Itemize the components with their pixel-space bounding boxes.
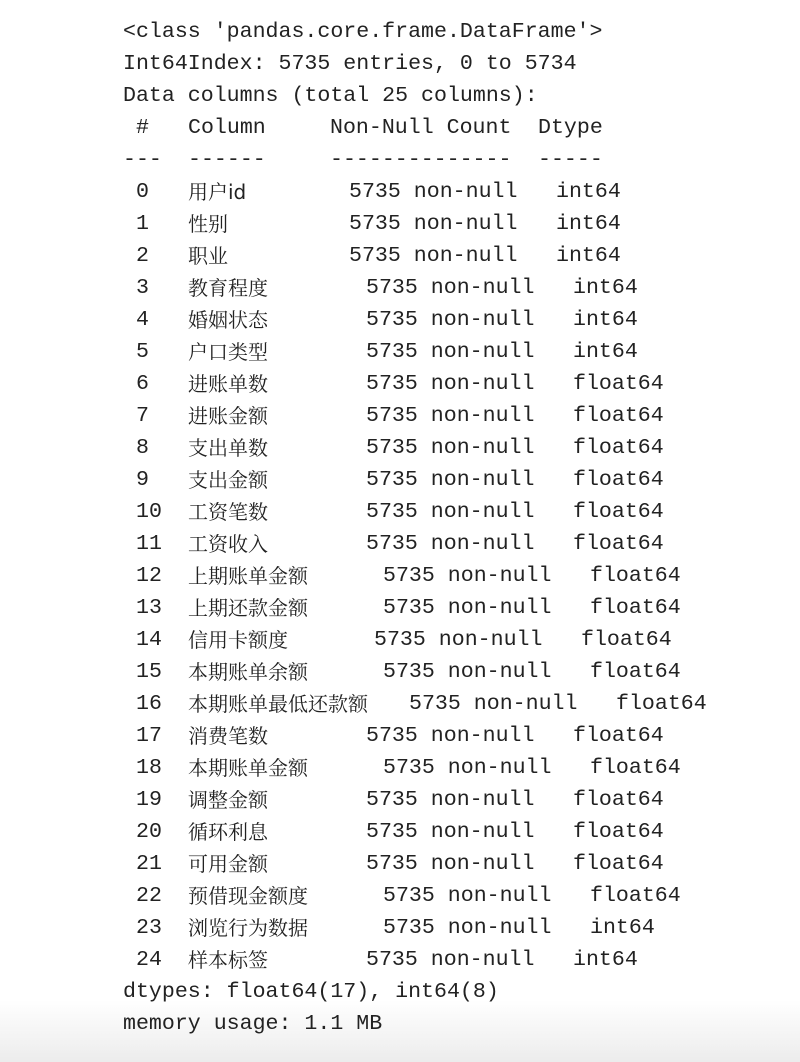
row-non-null-count: 5735 non-null bbox=[366, 308, 535, 332]
row-non-null-count: 5735 non-null bbox=[409, 692, 578, 716]
row-non-null-count: 5735 non-null bbox=[366, 788, 535, 812]
row-index: 24 bbox=[136, 948, 162, 972]
row-non-null-count: 5735 non-null bbox=[383, 564, 552, 588]
table-row bbox=[0, 176, 800, 208]
row-column-name: 支出金额 bbox=[188, 468, 268, 492]
row-index: 1 bbox=[136, 212, 149, 236]
row-dtype: float64 bbox=[573, 436, 664, 460]
row-column-name: 本期账单金额 bbox=[188, 756, 308, 780]
row-index: 9 bbox=[136, 468, 149, 492]
row-non-null-count: 5735 non-null bbox=[366, 340, 535, 364]
columns-text: Data columns (total 25 columns): bbox=[123, 84, 538, 108]
row-dtype: float64 bbox=[616, 692, 707, 716]
memory-line bbox=[0, 1008, 800, 1040]
row-index: 8 bbox=[136, 436, 149, 460]
row-non-null-count: 5735 non-null bbox=[374, 628, 543, 652]
row-non-null-count: 5735 non-null bbox=[349, 180, 518, 204]
row-dtype: int64 bbox=[573, 276, 638, 300]
row-non-null-count: 5735 non-null bbox=[383, 884, 552, 908]
row-non-null-count: 5735 non-null bbox=[349, 212, 518, 236]
separator-count: -------------- bbox=[330, 148, 512, 172]
row-dtype: float64 bbox=[573, 788, 664, 812]
row-dtype: float64 bbox=[573, 372, 664, 396]
table-row bbox=[0, 336, 800, 368]
row-column-name: 信用卡额度 bbox=[188, 628, 288, 652]
row-non-null-count: 5735 non-null bbox=[383, 916, 552, 940]
row-dtype: float64 bbox=[573, 532, 664, 556]
row-column-name: 本期账单余额 bbox=[188, 660, 308, 684]
row-index: 0 bbox=[136, 180, 149, 204]
table-row bbox=[0, 528, 800, 560]
row-dtype: float64 bbox=[581, 628, 672, 652]
index-line bbox=[0, 48, 800, 80]
table-row bbox=[0, 688, 800, 720]
table-row bbox=[0, 496, 800, 528]
table-row bbox=[0, 944, 800, 976]
row-index: 19 bbox=[136, 788, 162, 812]
table-row bbox=[0, 592, 800, 624]
row-column-name: 户口类型 bbox=[188, 340, 268, 364]
row-non-null-count: 5735 non-null bbox=[366, 820, 535, 844]
row-dtype: float64 bbox=[590, 564, 681, 588]
row-non-null-count: 5735 non-null bbox=[366, 852, 535, 876]
row-column-name: 上期账单金额 bbox=[188, 564, 308, 588]
row-column-name: 可用金额 bbox=[188, 852, 268, 876]
row-column-name: 教育程度 bbox=[188, 276, 268, 300]
row-index: 23 bbox=[136, 916, 162, 940]
row-non-null-count: 5735 non-null bbox=[349, 244, 518, 268]
row-dtype: float64 bbox=[573, 404, 664, 428]
table-row bbox=[0, 240, 800, 272]
header-column: Column bbox=[188, 116, 266, 140]
row-column-name: 本期账单最低还款额 bbox=[188, 692, 368, 716]
row-dtype: int64 bbox=[556, 180, 621, 204]
columns-line bbox=[0, 80, 800, 112]
row-index: 13 bbox=[136, 596, 162, 620]
memory-text: memory usage: 1.1 MB bbox=[123, 1012, 383, 1036]
class-text: <class 'pandas.core.frame.DataFrame'> bbox=[123, 20, 603, 44]
row-column-name: 循环利息 bbox=[188, 820, 268, 844]
row-column-name: 预借现金额度 bbox=[188, 884, 308, 908]
row-non-null-count: 5735 non-null bbox=[366, 500, 535, 524]
row-index: 11 bbox=[136, 532, 162, 556]
row-index: 5 bbox=[136, 340, 149, 364]
table-row bbox=[0, 368, 800, 400]
table-row bbox=[0, 720, 800, 752]
row-index: 4 bbox=[136, 308, 149, 332]
row-non-null-count: 5735 non-null bbox=[383, 596, 552, 620]
table-row bbox=[0, 304, 800, 336]
row-non-null-count: 5735 non-null bbox=[366, 372, 535, 396]
row-index: 3 bbox=[136, 276, 149, 300]
table-row bbox=[0, 656, 800, 688]
row-column-name: 婚姻状态 bbox=[188, 308, 268, 332]
row-dtype: float64 bbox=[573, 852, 664, 876]
row-index: 14 bbox=[136, 628, 162, 652]
row-index: 21 bbox=[136, 852, 162, 876]
row-column-name: 浏览行为数据 bbox=[188, 916, 308, 940]
row-index: 12 bbox=[136, 564, 162, 588]
row-non-null-count: 5735 non-null bbox=[366, 532, 535, 556]
row-index: 15 bbox=[136, 660, 162, 684]
dtypes-text: dtypes: float64(17), int64(8) bbox=[123, 980, 499, 1004]
row-non-null-count: 5735 non-null bbox=[383, 756, 552, 780]
table-row bbox=[0, 816, 800, 848]
table-row bbox=[0, 848, 800, 880]
table-row bbox=[0, 272, 800, 304]
row-index: 20 bbox=[136, 820, 162, 844]
row-dtype: float64 bbox=[573, 500, 664, 524]
table-row bbox=[0, 208, 800, 240]
row-dtype: int64 bbox=[590, 916, 655, 940]
row-index: 18 bbox=[136, 756, 162, 780]
index-text: Int64Index: 5735 entries, 0 to 5734 bbox=[123, 52, 577, 76]
table-row bbox=[0, 784, 800, 816]
separator-column: ------ bbox=[188, 148, 266, 172]
row-non-null-count: 5735 non-null bbox=[383, 660, 552, 684]
row-column-name: 性别 bbox=[188, 212, 228, 236]
row-index: 7 bbox=[136, 404, 149, 428]
row-dtype: float64 bbox=[590, 660, 681, 684]
row-dtype: int64 bbox=[573, 340, 638, 364]
table-row bbox=[0, 752, 800, 784]
row-column-name: 职业 bbox=[188, 244, 228, 268]
row-non-null-count: 5735 non-null bbox=[366, 436, 535, 460]
row-column-name: 样本标签 bbox=[188, 948, 268, 972]
row-column-name: 消费笔数 bbox=[188, 724, 268, 748]
row-index: 6 bbox=[136, 372, 149, 396]
row-column-name: 用户id bbox=[188, 180, 247, 204]
table-row bbox=[0, 624, 800, 656]
separator-num: --- bbox=[123, 148, 162, 172]
row-dtype: float64 bbox=[590, 884, 681, 908]
header-num: # bbox=[136, 116, 149, 140]
row-index: 10 bbox=[136, 500, 162, 524]
row-dtype: int64 bbox=[556, 212, 621, 236]
row-dtype: float64 bbox=[573, 820, 664, 844]
dtypes-line bbox=[0, 976, 800, 1008]
row-dtype: int64 bbox=[573, 948, 638, 972]
table-row bbox=[0, 464, 800, 496]
row-column-name: 进账金额 bbox=[188, 404, 268, 428]
class-line bbox=[0, 16, 800, 48]
row-column-name: 上期还款金额 bbox=[188, 596, 308, 620]
row-column-name: 支出单数 bbox=[188, 436, 268, 460]
row-index: 22 bbox=[136, 884, 162, 908]
row-dtype: int64 bbox=[573, 308, 638, 332]
row-index: 17 bbox=[136, 724, 162, 748]
table-row bbox=[0, 400, 800, 432]
table-separator bbox=[0, 144, 800, 176]
row-non-null-count: 5735 non-null bbox=[366, 404, 535, 428]
separator-dtype: ----- bbox=[538, 148, 603, 172]
table-row bbox=[0, 432, 800, 464]
row-index: 16 bbox=[136, 692, 162, 716]
row-non-null-count: 5735 non-null bbox=[366, 948, 535, 972]
row-non-null-count: 5735 non-null bbox=[366, 276, 535, 300]
header-dtype: Dtype bbox=[538, 116, 603, 140]
row-column-name: 工资笔数 bbox=[188, 500, 268, 524]
header-count: Non-Null Count bbox=[330, 116, 512, 140]
row-dtype: int64 bbox=[556, 244, 621, 268]
row-dtype: float64 bbox=[590, 756, 681, 780]
row-dtype: float64 bbox=[590, 596, 681, 620]
row-column-name: 工资收入 bbox=[188, 532, 268, 556]
table-row bbox=[0, 912, 800, 944]
row-non-null-count: 5735 non-null bbox=[366, 724, 535, 748]
row-column-name: 进账单数 bbox=[188, 372, 268, 396]
row-dtype: float64 bbox=[573, 724, 664, 748]
table-row bbox=[0, 560, 800, 592]
row-non-null-count: 5735 non-null bbox=[366, 468, 535, 492]
row-column-name: 调整金额 bbox=[188, 788, 268, 812]
table-header bbox=[0, 112, 800, 144]
row-index: 2 bbox=[136, 244, 149, 268]
row-dtype: float64 bbox=[573, 468, 664, 492]
table-row bbox=[0, 880, 800, 912]
